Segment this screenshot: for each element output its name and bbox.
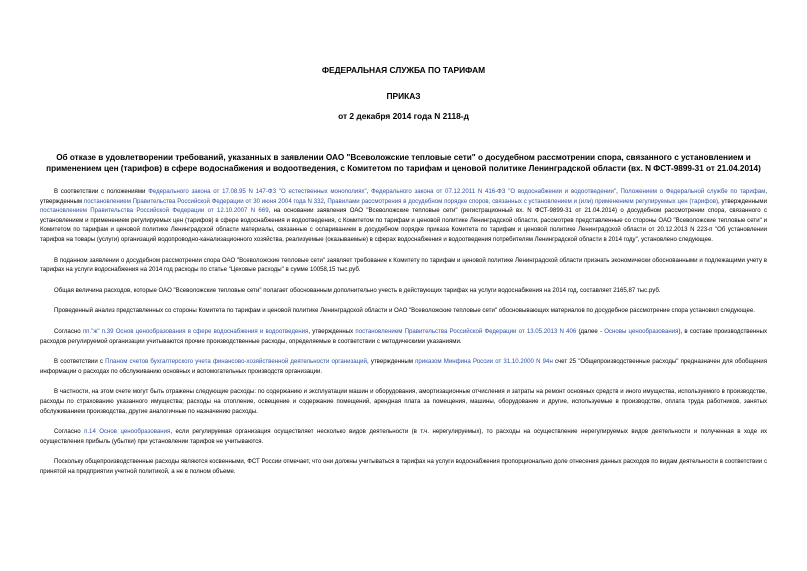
paragraph-text: Согласно (54, 428, 85, 436)
document-body (40, 187, 767, 476)
paragraph-text: счет 25 "Общепроизводственные расходы" предназначен для обобщения информации о расходах по обслуживанию основных и вспомогательных производств организации. (40, 358, 768, 375)
paragraph-1 (40, 187, 767, 245)
paragraph-text: В поданном заявлении о досудебном рассмотрении спора ОАО "Всеволожские тепловые сети" заявляет требование к Комитету по тарифам и ценовой политике Ленинградской области признать экономически обоснованными и подлежащими учету в тарифах на услуги водоснабжения на 2014 год расходы по статье "Цеховые расходы" в сумме 10058,15 тыс.руб. (40, 256, 767, 274)
paragraph-text: Поскольку общепроизводственные расходы являются косвенными, ФСТ России отмечает, что они должны учитываться в тарифах на услуги водоснабжения пропорционально доле отнесения данных расходов по видам деятельности в соответствии с принятой на предприятии учетной политикой, а не в полном объеме. (40, 458, 767, 475)
document-date: от 2 декабря 2014 года N 2118-д (338, 111, 469, 121)
legal-reference-link[interactable]: Положением о Федеральной службе по тарифам (620, 188, 766, 195)
legal-reference-link[interactable]: п.14 Основ ценообразования (84, 428, 171, 436)
legal-reference-link[interactable]: Правилами рассмотрения в досудебном порядке споров, связанных с установлением и (или) применением регулируемых цен (тарифов) (327, 197, 719, 205)
paragraph-5 (40, 327, 767, 346)
paragraph-8 (40, 427, 767, 446)
legal-reference-link[interactable]: приказом Минфина России от 31.10.2000 N 94н (415, 358, 553, 366)
paragraph-7 (40, 387, 767, 416)
paragraph-text: , утвержденных (308, 327, 356, 335)
legal-reference-link[interactable]: пп."ж" (82, 327, 100, 335)
paragraph-text: , (616, 188, 621, 195)
paragraph-text: В соответствии с (54, 358, 106, 366)
paragraph-text: (далее - (576, 327, 605, 335)
paragraph-2 (40, 256, 767, 275)
paragraph-text: , утвержденным (366, 358, 416, 366)
paragraph-text: Проведенный анализ представленных со стороны Комитета по тарифам и ценовой политике Ленинградской области и ОАО "Всеволожские тепловые сети" обосновывающих материалов по досудебное рассмотрение спора установил следующее. (54, 307, 755, 315)
document-title: Об отказе в удовлетворении требований, указанных в заявлении ОАО "Всеволожские тепловые сети" о досудебном рассмотрении спора, связанного с установлением и применением цен (тарифов) в сфере водоснабжения и водоотведения, с Комитетом по тарифам и ценовой политике Ленинградской области (вх. N ФСТ-9899-31 от 21.04.2014) (46, 153, 761, 173)
paragraph-9 (40, 457, 767, 476)
legal-reference-link[interactable]: постановлением Правительства Российской Федерации от 13.05.2013 N 406 (355, 327, 577, 335)
paragraph-text: , если регулируемая организация осуществляет несколько видов деятельности (в т.ч. нерегулируемых), то расходы на осуществление нерегулируемых видов деятельности и полученная в ходе их осуществления прибыль (убытки) при установлении тарифов не учитываются. (40, 428, 767, 445)
paragraph-6 (40, 357, 767, 376)
paragraph-text: ), в составе производственных расходов регулируемой организации учитываются прочие производственные расходы, определяемые в соответствии с методическими указаниями. (40, 327, 767, 345)
legal-reference-link[interactable]: Основы ценообразования (604, 327, 679, 335)
paragraph-text: В соответствии с положениями (54, 188, 149, 195)
paragraph-text: Общая величина расходов, которые ОАО "Всеволожские тепловые сети" полагает обоснованным дополнительно учесть в действующих тарифах на услуги водоснабжения на 2014 год, составляет 2165,87 тыс.руб. (54, 286, 661, 294)
legal-reference-link[interactable]: п.39 Основ ценообразования в сфере водоснабжения и водоотведения (101, 327, 309, 335)
paragraph-text: , на основании заявления ОАО "Всеволожские тепловые сети" (регистрационный вх. N ФСТ-9899-31 от 21.04.2014) о досудебном рассмотрении спора, связанного с установлением и применением регулируемых цен (тарифов) в сфере водоснабжения и водоотведения, с Комитетом по тарифам и ценовой политике Ленинградской области, рассмотрев представленные со стороны ОАО "Всеволожские тепловые сети" и Комитетом по тарифам и ценовой политике Ленинградской области материалы, связанные с оспариванием в досудебном порядке приказа Комитета по тарифам и ценовой политике Ленинградской области от 20.12.2013 N 223-п "Об установлении тарифов на товары (услуги) организаций водопроводно-канализационного хозяйства, реализуемые (оказываемые) в сферах водоснабжения и водоотведения потребителям Ленинградской области в 2014 году", установлено следующее. (40, 207, 767, 243)
paragraph-4 (40, 306, 767, 316)
legal-reference-link[interactable]: Федерального закона от 17.08.95 N 147-ФЗ "О естественных монополиях" (148, 188, 367, 195)
paragraph-text: Согласно (54, 327, 83, 335)
paragraph-text: , (366, 188, 372, 195)
paragraph-text: , утвержденными (718, 197, 767, 205)
agency-name: ФЕДЕРАЛЬНАЯ СЛУЖБА ПО ТАРИФАМ (321, 65, 486, 75)
legal-reference-link[interactable]: постановлением Правительства Российской Федерации от 30 июня 2004 года N 332 (83, 197, 324, 205)
legal-reference-link[interactable]: Планом счетов бухгалтерского учета финансово-хозяйственной деятельности организаций (105, 358, 367, 366)
legal-reference-link[interactable]: постановлением Правительства Российской Федерации от 12.10.2007 N 669 (40, 207, 269, 215)
paragraph-text: В частности, на этом счете могут быть отражены следующие расходы: по содержанию и эксплуатации машин и оборудования, амортизационные отчисления и затраты на ремонт основных средств и иного имущества, используемого в производстве, расходы по страхованию указанного имущества; расходы на отопление, освещение и содержание помещений, арендная плата за помещения, машины, оборудование и другие, используемые в производстве, оплата труда работников, занятых обслуживанием производства, другие аналогичные по назначению расходы. (40, 388, 767, 415)
paragraph-text: , утвержденным (40, 188, 768, 205)
paragraph-text: , (323, 197, 328, 205)
legal-reference-link[interactable]: Федерального закона от 07.12.2011 N 416-ФЗ "О водоснабжении и водоотведении" (371, 188, 617, 195)
paragraph-3 (40, 286, 767, 296)
document-type: ПРИКАЗ (386, 91, 421, 101)
